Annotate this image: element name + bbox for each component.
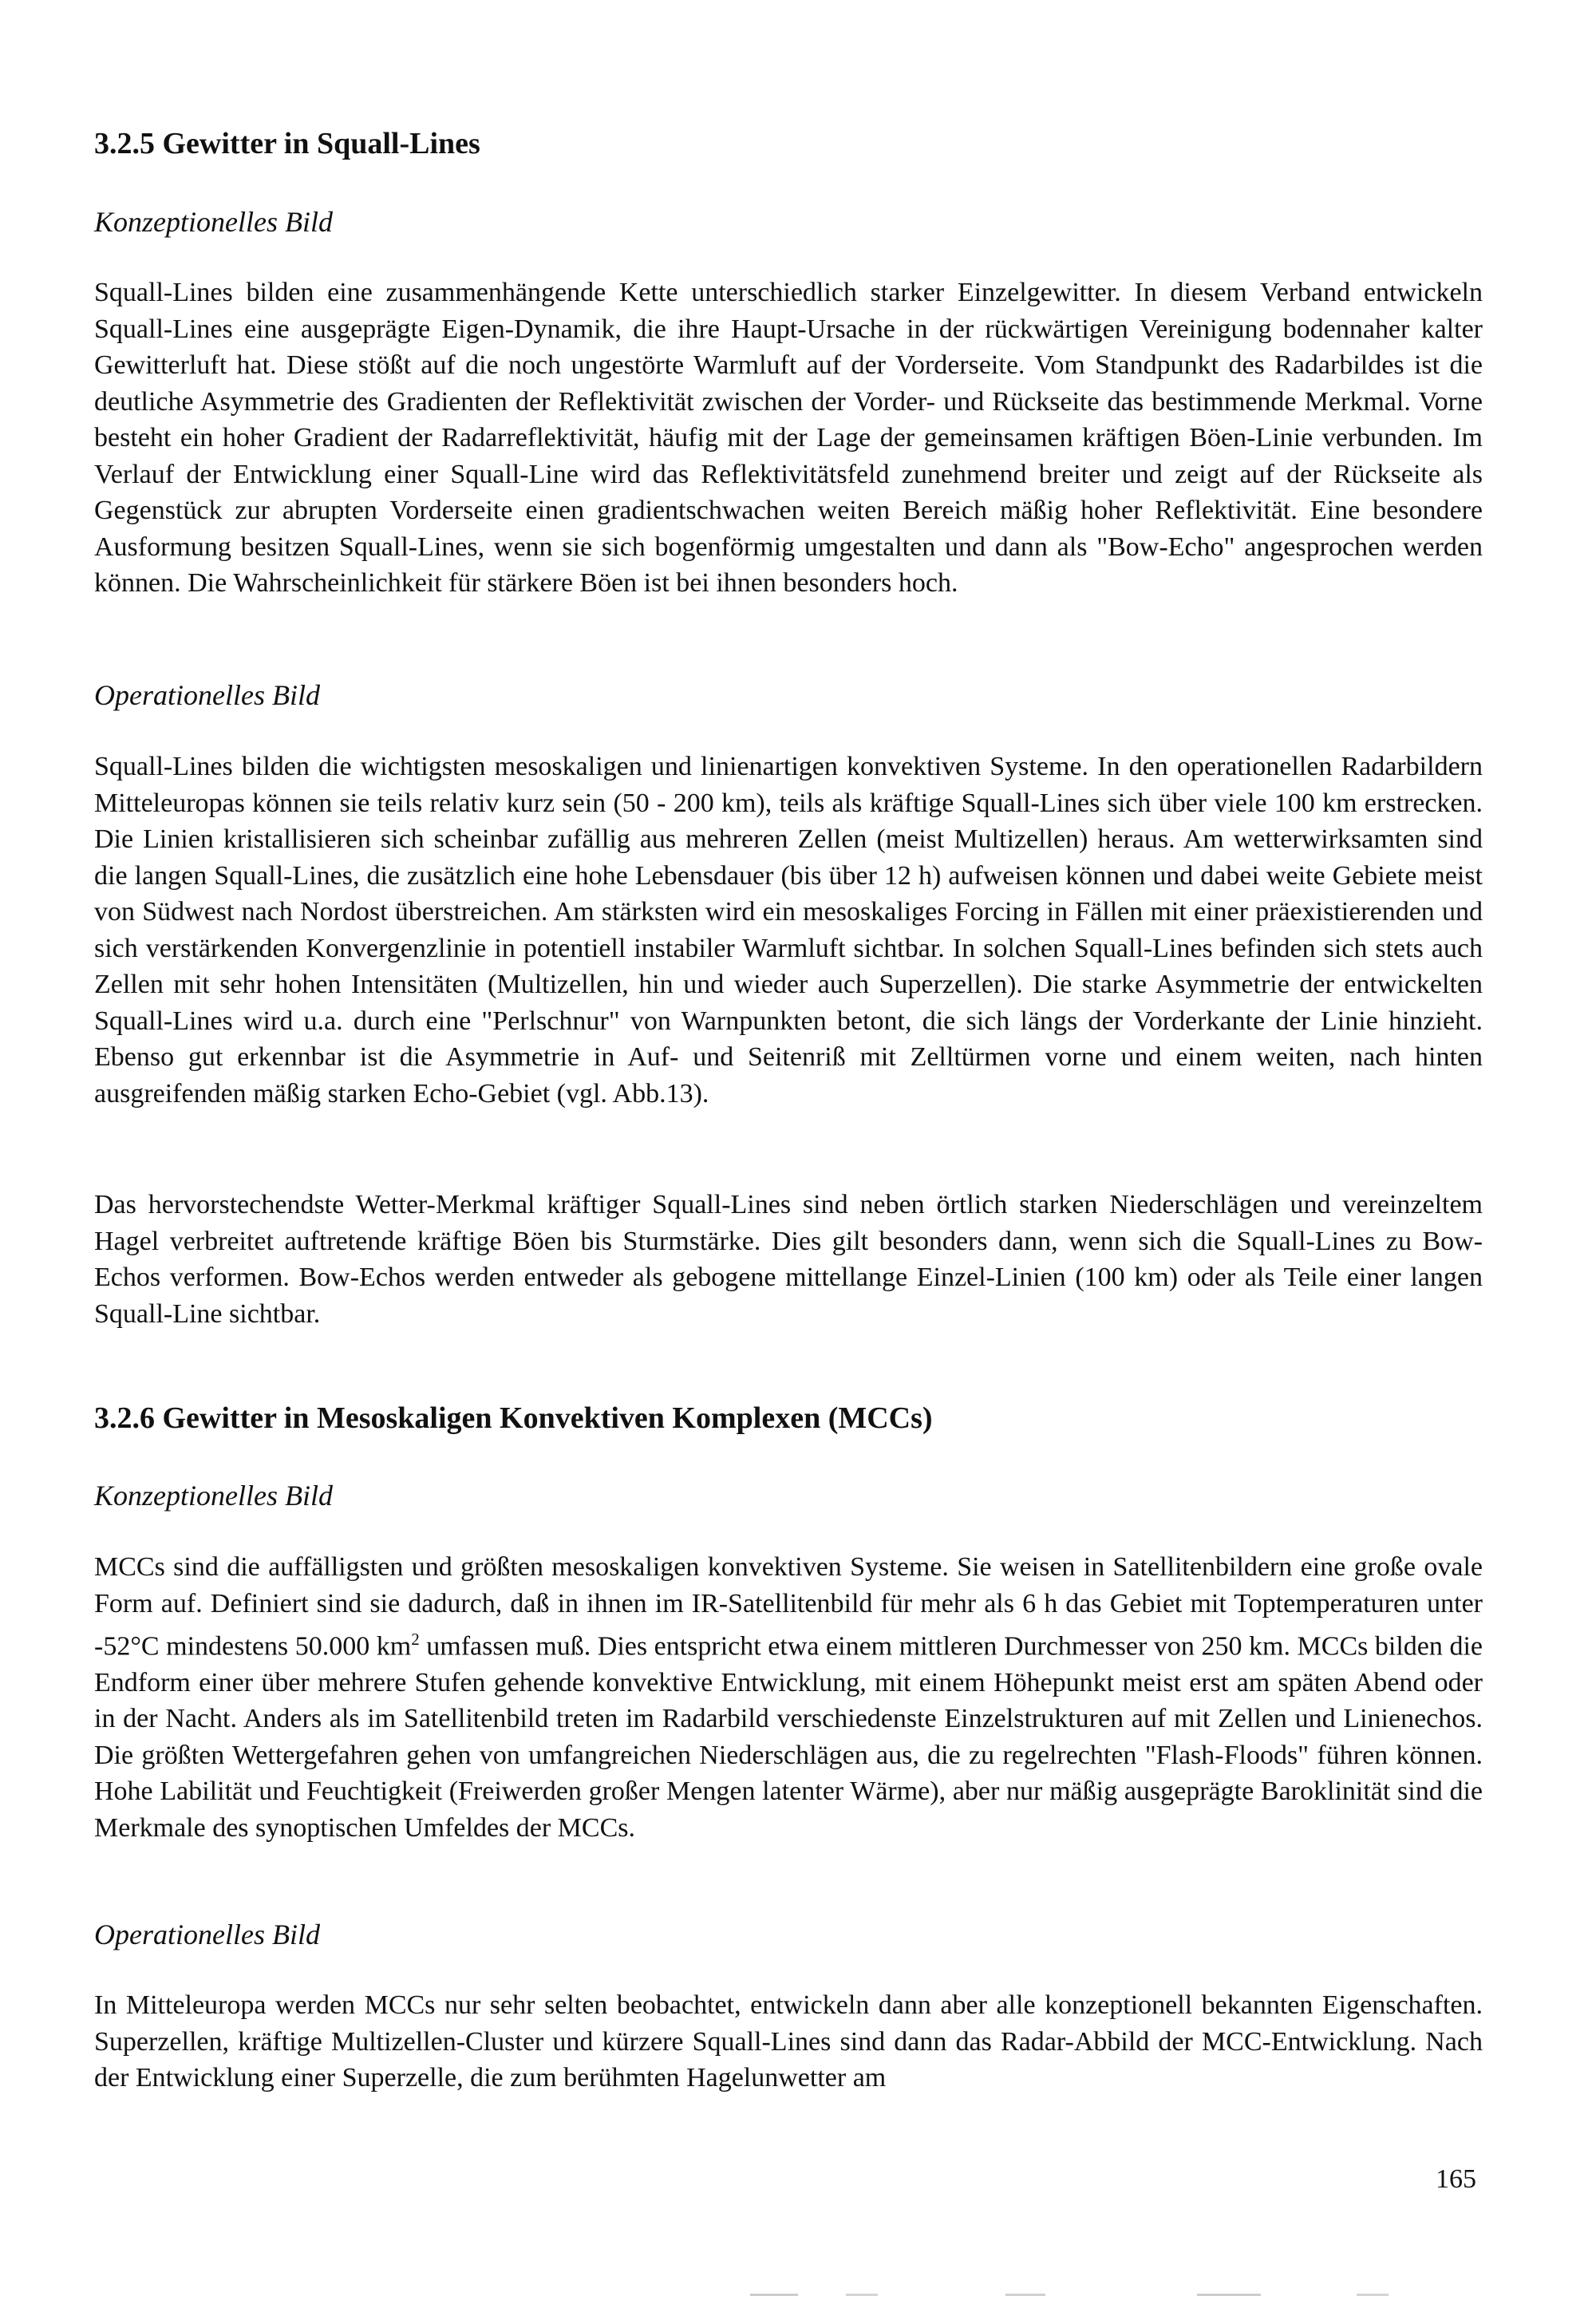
- scan-edge-marks: [750, 2292, 1452, 2297]
- paragraph-mcc-part-1: MCCs sind die auffälligsten und größten mesoskaligen konvektiven Systeme. Sie weisen in Satellitenbildern eine große ovale Form auf. Definiert sind sie dadurch, daß in ihnen im IR-Satellitenbild für mehr als 6 h das Gebiet mit Toptemperaturen unter -52°C mindestens 50.000 km: [94, 1552, 1483, 1662]
- section-title-squall-lines: 3.2.5 Gewitter in Squall-Lines: [94, 127, 480, 160]
- paragraph-mcc-konzeptionell: [94, 1549, 1483, 1846]
- subheading-konzeptionelles-bild-1: Konzeptionelles Bild: [94, 206, 333, 238]
- paragraph-squall-konzeptionell: Squall-Lines bilden eine zusammenhängende Kette unterschiedlich starker Einzelgewitter. In diesem Verband entwickeln Squall-Lines eine ausgeprägte Eigen-Dynamik, die ihre Haupt-Ursache in der rückwärtigen Vereinigung bodennaher kalter Gewitterluft hat. Diese stößt auf die noch ungestörte Warmluft auf der Vorderseite. Vom Standpunkt des Radarbildes ist die deutliche Asymmetrie des Gradienten der Reflektivität zwischen der Vorder- und Rückseite das bestimmende Merkmal. Vorne besteht ein hoher Gradient der Radarreflektivität, häufig mit der Lage der gemeinsamen kräftigen Böen-Linie verbunden. Im Verlauf der Entwicklung einer Squall-Line wird das Reflektivitätsfeld zunehmend breiter und zeigt auf der Rückseite als Gegenstück zur abrupten Vorderseite einen gradientschwachen weiten Bereich mäßig hoher Reflektivität. Eine besondere Ausformung besitzen Squall-Lines, wenn sie sich bogenförmig umgestalten und dann als "Bow-Echo" angesprochen werden können. Die Wahrscheinlichkeit für stärkere Böen ist bei ihnen besonders hoch.: [94, 278, 1483, 598]
- paragraph-mcc-operationell: In Mitteleuropa werden MCCs nur sehr selten beobachtet, entwickeln dann aber alle konzeptionell bekannten Eigenschaften. Superzellen, kräftige Multizellen-Cluster und kürzere Squall-Lines sind dann das Radar-Abbild der MCC-Entwicklung. Nach der Entwicklung einer Superzelle, die zum berühmten Hagelunwetter am: [94, 1990, 1483, 2093]
- paragraph-squall-operationell-2: Das hervorstechendste Wetter-Merkmal kräftiger Squall-Lines sind neben örtlich starken Niederschlägen und vereinzeltem Hagel verbreitet auftretende kräftige Böen bis Sturmstärke. Dies gilt besonders dann, wenn sich die Squall-Lines zu Bow-Echos verformen. Bow-Echos werden entweder als gebogene mittellange Einzel-Linien (100 km) oder als Teile einer langen Squall-Line sichtbar.: [94, 1190, 1483, 1329]
- subheading-operationelles-bild-1: Operationelles Bild: [94, 679, 320, 711]
- section-title-mccs: 3.2.6 Gewitter in Mesoskaligen Konvektiven Komplexen (MCCs): [94, 1401, 933, 1435]
- subheading-operationelles-bild-2: Operationelles Bild: [94, 1919, 320, 1950]
- paragraph-squall-operationell-1: Squall-Lines bilden die wichtigsten mesoskaligen und linienartigen konvektiven Systeme. In den operationellen Radarbildern Mitteleuropas können sie teils relativ kurz sein (50 - 200 km), teils als kräftige Squall-Lines sich über viele 100 km erstrecken. Die Linien kristallisieren sich scheinbar zufällig aus mehreren Zellen (meist Multizellen) heraus. Am wetterwirksamten sind die langen Squall-Lines, die zusätzlich eine hohe Lebensdauer (bis über 12 h) aufweisen können und dabei weite Gebiete meist von Südwest nach Nordost überstreichen. Am stärksten wird ein mesoskaliges Forcing in Fällen mit einer präexistierenden und sich verstärkenden Konvergenzlinie in potentiell instabiler Warmluft sichtbar. In solchen Squall-Lines befinden sich stets auch Zellen mit sehr hohen Intensitäten (Multizellen, hin und wieder auch Superzellen). Die starke Asymmetrie der entwickelten Squall-Lines wird u.a. durch eine "Perlschnur" von Warnpunkten betont, die sich längs der Vorderkante der Linie hinzieht. Ebenso gut erkennbar ist die Asymmetrie in Auf- und Seitenriß mit Zelltürmen vorne und einem weiten, nach hinten ausgreifenden mäßig starken Echo-Gebiet (vgl. Abb.13).: [94, 752, 1483, 1109]
- page-number: 165: [1436, 2164, 1476, 2194]
- paragraph-mcc-part-2: umfassen muß. Dies entspricht etwa einem mittleren Durchmesser von 250 km. MCCs bilden die Endform einer über mehrere Stufen gehende konvektive Entwicklung, mit einem Höhepunkt meist erst am späten Abend oder in der Nacht. Anders als im Satellitenbild treten im Radarbild verschiedenste Einzelstrukturen auf mit Zellen und Linienechos. Die größten Wettergefahren gehen von umfangreichen Niederschlägen aus, die zu regelrechten "Flash-Floods" führen können. Hohe Labilität und Feuchtigkeit (Freiwerden großer Mengen latenter Wärme), aber nur mäßig ausgeprägte Baroklinität sind die Merkmale des synoptischen Umfeldes der MCCs.: [94, 1631, 1483, 1843]
- subheading-konzeptionelles-bild-2: Konzeptionelles Bild: [94, 1480, 333, 1512]
- superscript-exponent: 2: [411, 1630, 420, 1649]
